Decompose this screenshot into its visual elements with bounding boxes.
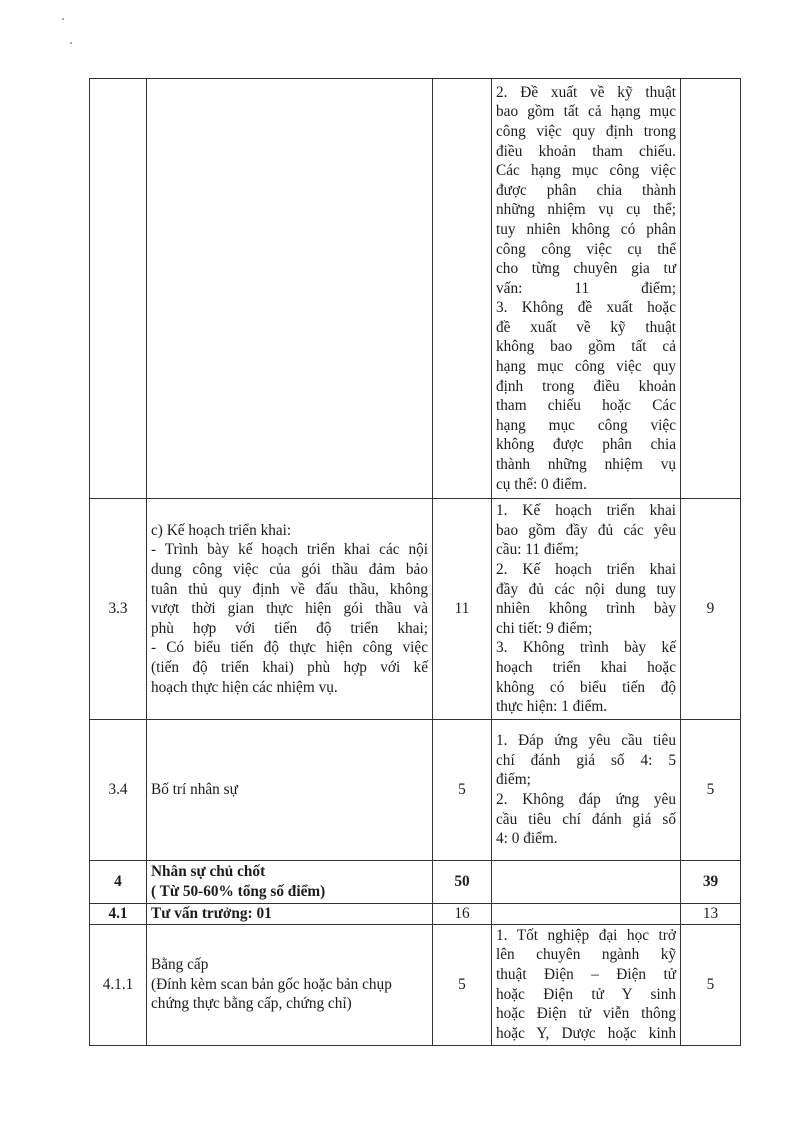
scoring-line: hoạch triển khai hoặc <box>496 658 676 676</box>
scoring-line: hạng mục công việc <box>496 416 676 434</box>
cell-number: 3.4 <box>90 720 147 861</box>
section-title: Nhân sự chủ chốt <box>151 863 266 881</box>
cell-score: 5 <box>681 720 741 861</box>
criteria-line: chứng thực bằng cấp, chứng chỉ) <box>151 995 352 1013</box>
cell-criteria <box>147 79 433 499</box>
cell-scoring-guide <box>492 79 681 499</box>
scoring-line: đầy đủ các nội dung tuy <box>496 580 676 598</box>
section-subtitle: ( Từ 50-60% tổng số điểm) <box>151 883 326 900</box>
evaluation-table <box>89 78 741 1046</box>
scoring-line: không bao gồm tất cả <box>496 338 676 356</box>
scoring-line: nhiên không trình bày <box>496 600 676 618</box>
criteria-line: Bằng cấp <box>151 956 209 974</box>
criteria-line: dung công việc của gói thầu đảm bảo <box>151 561 428 579</box>
scoring-line: điều khoản tham chiếu. <box>496 142 676 160</box>
scoring-line: cầu: 11 điểm; <box>496 541 579 559</box>
scoring-line: 3. Không trình bày kế <box>496 639 676 657</box>
scan-speck <box>70 42 72 44</box>
cell-criteria: Bố trí nhân sự <box>147 720 433 861</box>
scoring-line: cầu tiêu chí đánh giá số <box>496 810 676 828</box>
scoring-line: 1. Đáp ứng yêu cầu tiêu <box>496 732 676 750</box>
scoring-line: tham chiếu hoặc Các <box>496 397 676 415</box>
cell-scoring-guide <box>492 904 681 925</box>
table-row-continuation <box>90 79 741 499</box>
scoring-line: công việc quy định trong <box>496 122 676 140</box>
scoring-line: cụ thể: 0 điểm. <box>496 475 587 493</box>
cell-criteria <box>147 924 433 1045</box>
scoring-line: định trong điều khoản <box>496 377 676 395</box>
scoring-line: thuật Điện – Điện tử <box>496 966 676 983</box>
scoring-line: không được phân chia <box>496 436 676 454</box>
criteria-line: hoạch thực hiện các nhiệm vụ. <box>151 678 338 696</box>
criteria-line: phù hợp với tiến độ triển khai; <box>151 619 428 637</box>
cell-scoring-guide <box>492 720 681 861</box>
scoring-line: chi tiết: 9 điểm; <box>496 619 593 637</box>
cell-number: 4.1 <box>90 904 147 925</box>
scoring-line: chí đánh giá số 4: 5 <box>496 751 676 769</box>
cell-scoring-guide <box>492 499 681 720</box>
cell-max-score: 5 <box>433 720 492 861</box>
scoring-line: thành những nhiệm vụ <box>496 456 676 474</box>
cell-criteria <box>147 861 433 904</box>
table-row-4-1 <box>90 904 741 925</box>
criteria-line: - Trình bày kế hoạch triển khai các nội <box>151 541 428 559</box>
criteria-line: tuân thủ quy định về đấu thầu, không <box>151 580 428 598</box>
criteria-line: vượt thời gian thực hiện gói thầu và <box>151 600 428 618</box>
criteria-line: (tiến độ triển khai) phù hợp với kế <box>151 658 428 676</box>
scoring-line: hạng mục công việc quy <box>496 358 676 376</box>
scoring-line: 3. Không đề xuất hoặc <box>496 299 676 317</box>
cell-number: 4.1.1 <box>90 924 147 1045</box>
criteria-line: c) Kế hoạch triển khai: <box>151 521 292 539</box>
cell-number <box>90 79 147 499</box>
cell-scoring-guide <box>492 861 681 904</box>
scoring-line: bao gồm đầy đủ các yêu <box>496 521 676 539</box>
table-row-3-4 <box>90 720 741 861</box>
cell-score <box>681 79 741 499</box>
scoring-line: đề xuất về kỹ thuật <box>496 318 676 336</box>
cell-scoring-guide <box>492 924 681 1045</box>
cell-max-score: 11 <box>433 499 492 720</box>
scoring-line: bao gồm tất cả hạng mục <box>496 103 676 121</box>
table-row-3-3 <box>90 499 741 720</box>
cell-max-score <box>433 79 492 499</box>
cell-number: 4 <box>90 861 147 904</box>
table-row-4-1-1 <box>90 924 741 1045</box>
scoring-line: không có biểu tiến độ <box>496 678 676 696</box>
cell-number: 3.3 <box>90 499 147 720</box>
scoring-line: Các hạng mục công việc <box>496 162 676 180</box>
scoring-line: 4: 0 điểm. <box>496 830 558 848</box>
scoring-line: lên chuyên ngành kỹ <box>496 946 676 964</box>
scoring-line: hoặc Y, Dược hoặc kinh <box>496 1024 676 1042</box>
scoring-line: tuy nhiên không có phân <box>496 220 676 238</box>
scan-speck <box>62 18 64 20</box>
scoring-line: 1. Kế hoạch triển khai <box>496 502 676 520</box>
scoring-line: 1. Tốt nghiệp đại học trở <box>496 926 676 944</box>
scoring-line: được phân chia thành <box>496 181 676 199</box>
scoring-line: công công việc cụ thể <box>496 240 676 258</box>
scoring-line: cho từng chuyên gia tư <box>496 260 676 278</box>
scoring-line: những nhiệm vụ cụ thể; <box>496 201 676 219</box>
scoring-line: hoặc Điện tử viễn thông <box>496 1005 676 1023</box>
cell-max-score: 50 <box>433 861 492 904</box>
cell-score: 39 <box>681 861 741 904</box>
cell-max-score: 16 <box>433 904 492 925</box>
scoring-line: hoặc Điện tử Y sinh <box>496 985 676 1003</box>
scoring-line: điểm; <box>496 771 531 789</box>
scoring-line: 2. Kế hoạch triển khai <box>496 561 676 579</box>
scoring-line: 2. Đề xuất về kỹ thuật <box>496 83 676 101</box>
scoring-line: 2. Không đáp ứng yêu <box>496 791 676 808</box>
cell-max-score: 5 <box>433 924 492 1045</box>
criteria-line: (Đính kèm scan bản gốc hoặc bản chụp <box>151 975 392 993</box>
scoring-line: vấn: 11 điểm; <box>496 279 676 297</box>
cell-criteria: Tư vấn trưởng: 01 <box>147 904 433 925</box>
criteria-line: - Có biểu tiến độ thực hiện công việc <box>151 639 428 657</box>
scoring-line: thực hiện: 1 điểm. <box>496 698 608 716</box>
cell-score: 9 <box>681 499 741 720</box>
cell-score: 5 <box>681 924 741 1045</box>
table-row-4 <box>90 861 741 904</box>
cell-criteria <box>147 499 433 720</box>
cell-score: 13 <box>681 904 741 925</box>
